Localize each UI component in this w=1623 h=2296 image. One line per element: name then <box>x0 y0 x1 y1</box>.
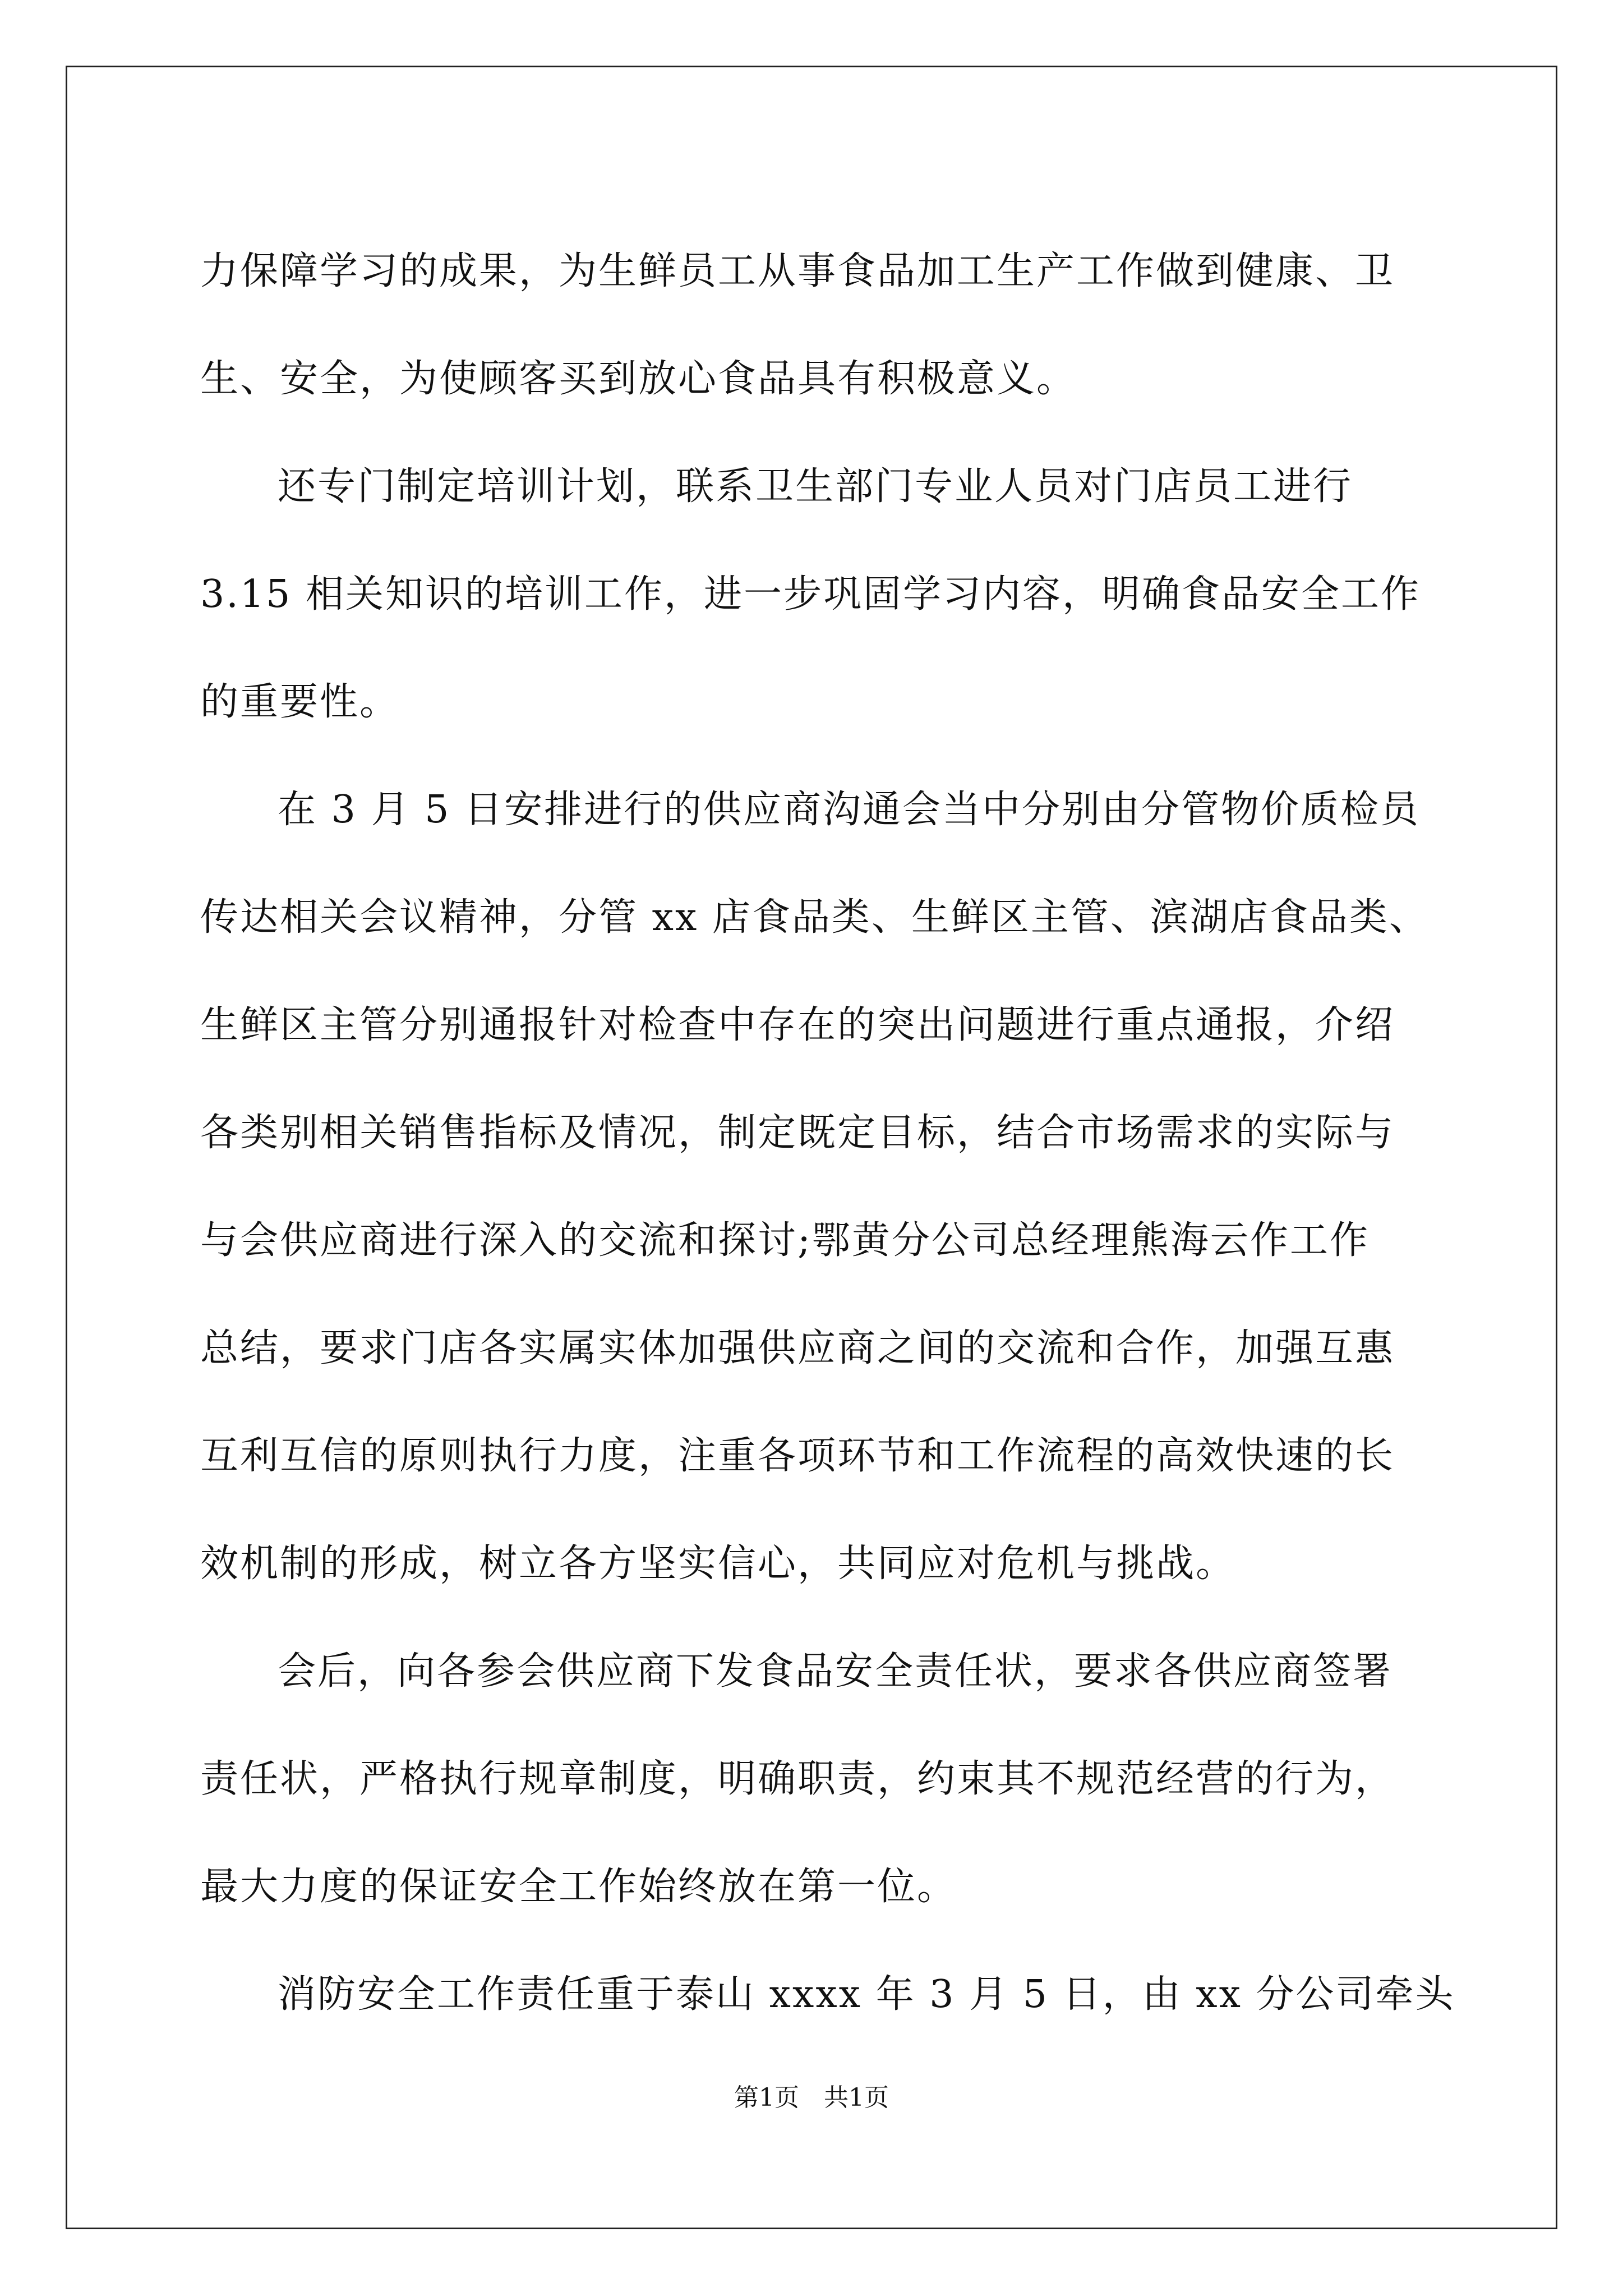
text-line: 在 3 月 5 日安排进行的供应商沟通会当中分别由分管物价质检员 <box>278 788 1420 832</box>
page-footer: 第1页 共1页 <box>734 2083 889 2112</box>
text-line: 3.15 相关知识的培训工作，进一步巩固学习内容，明确食品安全工作 <box>200 572 1421 616</box>
text-line: 生、安全，为使顾客买到放心食品具有积极意义。 <box>200 357 1077 401</box>
text-line: 与会供应商进行深入的交流和探讨;鄂黄分公司总经理熊海云作工作 <box>200 1218 1370 1263</box>
text-line: 传达相关会议精神，分管 xx 店食品类、生鲜区主管、滨湖店食品类、 <box>200 895 1429 940</box>
text-line: 效机制的形成，树立各方坚实信心，共同应对危机与挑战。 <box>200 1542 1236 1586</box>
text-line: 各类别相关销售指标及情况，制定既定目标，结合市场需求的实际与 <box>200 1111 1395 1155</box>
text-line: 最大力度的保证安全工作始终放在第一位。 <box>200 1865 957 1909</box>
text-line: 会后，向各参会供应商下发食品安全责任状，要求各供应商签署 <box>278 1649 1393 1694</box>
text-line: 消防安全工作责任重于泰山 xxxx 年 3 月 5 日，由 xx 分公司牵头 <box>278 1972 1455 2017</box>
text-line: 总结，要求门店各实属实体加强供应商之间的交流和合作，加强互惠 <box>200 1326 1395 1370</box>
text-line: 的重要性。 <box>200 680 400 724</box>
text-line: 互利互信的原则执行力度，注重各项环节和工作流程的高效快速的长 <box>200 1434 1395 1478</box>
text-line: 生鲜区主管分别通报针对检查中存在的突出问题进行重点通报，介绍 <box>200 1003 1395 1047</box>
text-line: 责任状，严格执行规章制度，明确职责，约束其不规范经营的行为， <box>200 1757 1395 1801</box>
text-line: 力保障学习的成果，为生鲜员工从事食品加工生产工作做到健康、卫 <box>200 249 1395 293</box>
text-line: 还专门制定培训计划，联系卫生部门专业人员对门店员工进行 <box>278 464 1353 509</box>
document-body <box>200 218 1455 2049</box>
